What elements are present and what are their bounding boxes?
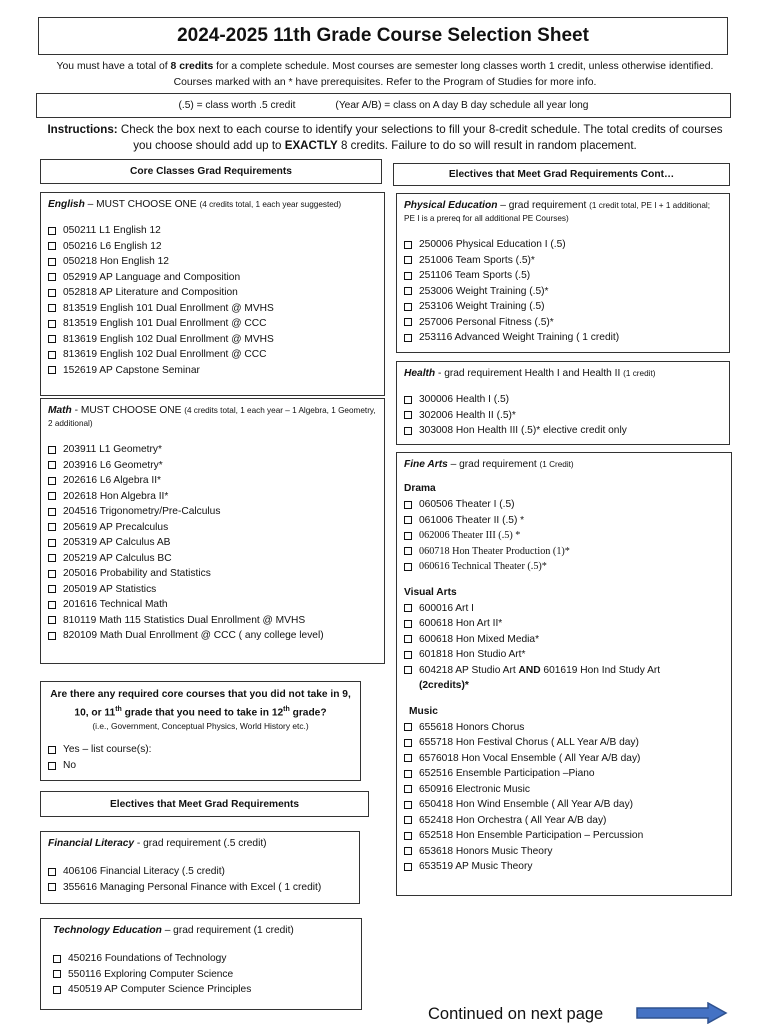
course-item bbox=[48, 473, 377, 489]
course-checkbox[interactable] bbox=[48, 320, 56, 328]
course-label: 300006 Health I (.5) bbox=[419, 394, 510, 405]
financial-course-list bbox=[48, 864, 352, 895]
course-checkbox[interactable] bbox=[404, 604, 412, 612]
course-checkbox[interactable] bbox=[48, 616, 56, 624]
course-checkbox[interactable] bbox=[404, 666, 412, 674]
financial-literacy-section: Financial Literacy - grad requirement (.5 credit) 406106 Financial Literacy (.5 credit) 355616 Managing Personal Finance with Excel ( 1 credit) bbox=[40, 831, 360, 904]
course-checkbox[interactable] bbox=[48, 746, 56, 754]
course-item bbox=[48, 628, 377, 644]
course-item bbox=[404, 735, 724, 751]
course-label: 052818 AP Literature and Composition bbox=[63, 287, 238, 298]
legend-half-credit: (.5) = class worth .5 credit bbox=[178, 100, 296, 111]
course-item bbox=[53, 951, 354, 967]
course-checkbox[interactable] bbox=[48, 601, 56, 609]
required-core-options bbox=[48, 742, 353, 773]
visual-arts-label: Visual Arts bbox=[404, 586, 457, 598]
course-label: 257006 Personal Fitness (.5)* bbox=[419, 316, 554, 328]
course-checkbox[interactable] bbox=[404, 256, 412, 264]
legend-year-ab: (Year A/B) = class on A day B day schedule all year long bbox=[335, 100, 589, 111]
course-label: 355616 Managing Personal Finance with Excel ( 1 credit) bbox=[63, 881, 322, 893]
course-label: 650418 Hon Wind Ensemble ( All Year A/B day) bbox=[419, 799, 634, 810]
course-item bbox=[48, 270, 377, 286]
course-item bbox=[404, 859, 724, 875]
course-checkbox[interactable] bbox=[48, 477, 56, 485]
drama-label: Drama bbox=[404, 483, 436, 494]
course-checkbox[interactable] bbox=[404, 785, 412, 793]
course-checkbox[interactable] bbox=[48, 508, 56, 516]
course-checkbox[interactable] bbox=[404, 241, 412, 249]
course-item bbox=[48, 880, 352, 896]
course-item bbox=[48, 332, 377, 348]
course-label: 253106 Weight Training (.5) bbox=[419, 301, 545, 312]
course-checkbox[interactable] bbox=[404, 739, 412, 747]
course-label: 601818 Hon Studio Art* bbox=[419, 649, 526, 660]
course-checkbox[interactable] bbox=[53, 955, 61, 963]
required-core-note: (i.e., Government, Conceptual Physics, World History etc.) bbox=[92, 721, 309, 732]
course-checkbox[interactable] bbox=[404, 547, 412, 555]
course-item bbox=[404, 813, 724, 829]
course-checkbox[interactable] bbox=[48, 227, 56, 235]
course-label: 653519 AP Music Theory bbox=[419, 861, 533, 872]
course-label: No bbox=[63, 759, 77, 771]
course-label: 060506 Theater I (.5) bbox=[419, 499, 515, 510]
course-label: 202618 Hon Algebra II* bbox=[63, 490, 169, 502]
course-label: 600618 Hon Mixed Media* bbox=[419, 633, 540, 645]
course-checkbox[interactable] bbox=[404, 516, 412, 524]
course-item bbox=[48, 582, 377, 598]
course-checkbox[interactable] bbox=[53, 970, 61, 978]
course-item-continued: (2credits)* bbox=[419, 680, 469, 691]
course-label: 205619 AP Precalculus bbox=[63, 521, 169, 533]
course-item bbox=[404, 423, 722, 439]
course-item bbox=[48, 504, 377, 520]
course-label: 600618 Hon Art II* bbox=[419, 618, 503, 629]
course-checkbox[interactable] bbox=[404, 620, 412, 628]
course-checkbox[interactable] bbox=[48, 868, 56, 876]
course-checkbox[interactable] bbox=[404, 501, 412, 509]
course-checkbox[interactable] bbox=[48, 539, 56, 547]
course-item bbox=[48, 347, 377, 363]
required-core-question: Are there any required core courses that you did not take in 9, 10, or 11th grade that you need to take in 12th grade? bbox=[50, 689, 351, 719]
course-label: 205219 AP Calculus BC bbox=[63, 552, 172, 564]
course-item bbox=[404, 544, 724, 560]
required-core-section bbox=[40, 681, 361, 781]
continued-note: Continued on next page bbox=[428, 1005, 604, 1023]
course-item bbox=[404, 392, 722, 408]
course-item bbox=[404, 284, 722, 300]
course-checkbox[interactable] bbox=[48, 585, 56, 593]
course-item bbox=[48, 566, 377, 582]
course-item bbox=[53, 982, 354, 998]
course-label: 253116 Advanced Weight Training ( 1 credit) bbox=[419, 332, 620, 343]
course-item bbox=[53, 967, 354, 983]
technology-section: Technology Education – grad requirement (1 credit) 450216 Foundations of Technology 550116 Exploring Computer Science 450519 AP Computer Science Principles bbox=[40, 918, 362, 1010]
course-checkbox[interactable] bbox=[404, 563, 412, 571]
course-label: 205319 AP Calculus AB bbox=[63, 537, 171, 548]
course-label: 655618 Honors Chorus bbox=[419, 721, 525, 733]
course-label: 250006 Physical Education I (.5) bbox=[419, 239, 566, 250]
course-item bbox=[404, 268, 722, 284]
course-item bbox=[404, 237, 722, 253]
course-item bbox=[404, 797, 724, 813]
course-item bbox=[404, 299, 722, 315]
course-item bbox=[48, 316, 377, 332]
course-checkbox[interactable] bbox=[404, 532, 412, 540]
course-label: 052919 AP Language and Composition bbox=[63, 271, 241, 283]
course-item bbox=[404, 528, 724, 544]
course-label: 655718 Hon Festival Chorus ( ALL Year A/B day) bbox=[419, 737, 639, 748]
music-label: Music bbox=[409, 705, 438, 717]
course-item bbox=[404, 513, 724, 529]
intro-text: You must have a total of 8 credits for a complete schedule. Most courses are semester long classes worth 1 credit, unless otherwise identified. Courses marked with an * have prerequisites. Refer to the Program of Studies for more info. bbox=[56, 61, 714, 88]
course-label: 060718 Hon Theater Production (1)* bbox=[419, 545, 570, 557]
english-section: English – MUST CHOOSE ONE (4 credits total, 1 each year suggested) 050211 L1 English 12 050216 L6 English 12 050218 Hon English 12 052919 AP Language and Composition 052818 AP Literature and Composition 813519 English 101 Dual Enrollment @ MVHS 813519 English 101 Dual Enrollment @ CCC 813619 English 102 Dual Enrollment @ MVHS 813619 English 102 Dual Enrollment @ CCC 152619 AP Capstone Seminar bbox=[40, 192, 385, 396]
course-checkbox[interactable] bbox=[404, 754, 412, 762]
course-checkbox[interactable] bbox=[404, 723, 412, 731]
course-item bbox=[404, 497, 724, 513]
course-checkbox[interactable] bbox=[404, 272, 412, 280]
course-item bbox=[48, 742, 353, 758]
course-checkbox[interactable] bbox=[404, 770, 412, 778]
course-label: 203916 L6 Geometry* bbox=[63, 459, 163, 471]
course-checkbox[interactable] bbox=[404, 863, 412, 871]
course-checkbox[interactable] bbox=[48, 351, 56, 359]
course-label: 205016 Probability and Statistics bbox=[63, 568, 211, 579]
fine-arts-section: Fine Arts – grad requirement (1 Credit) Drama 060506 Theater I (.5) 061006 Theater II (.5) * 062006 Theater III (.5) * 060718 Hon Theater Production (1)* 060616 Technical Theater (.5)* Visual Arts 600016 Art I 600618 Hon Art II* 600618 Hon Mixed Media* 601818 Hon Studio Art* 604218 AP Studio Art AND 601619 Hon Ind Study Art (2credits)* Music 655618 Honors Chorus 655718 Hon Festival Chorus ( ALL Year A/B day) 6576018 Hon Vocal Ensemble ( All Year A/B day) 652516 Ensemble Participation –Piano 650916 Electronic Music 650418 Hon Wind Ensemble ( All Year A/B day) 652418 Hon Orchestra ( All Year A/B day) 652518 Hon Ensemble Participation – Percussion 653618 Honors Music Theory 653519 AP Music Theory bbox=[396, 452, 732, 896]
course-checkbox[interactable] bbox=[404, 816, 412, 824]
course-checkbox[interactable] bbox=[48, 492, 56, 500]
course-label: 205019 AP Statistics bbox=[63, 583, 157, 595]
course-checkbox[interactable] bbox=[48, 304, 56, 312]
page-title: 2024-2025 11th Grade Course Selection Sheet bbox=[38, 17, 728, 55]
course-checkbox[interactable] bbox=[48, 258, 56, 266]
course-item bbox=[48, 239, 377, 255]
course-label: 050216 L6 English 12 bbox=[63, 240, 162, 252]
course-label: 406106 Financial Literacy (.5 credit) bbox=[63, 866, 225, 877]
course-checkbox[interactable] bbox=[404, 847, 412, 855]
course-label: 253006 Weight Training (.5)* bbox=[419, 285, 549, 297]
course-checkbox[interactable] bbox=[404, 287, 412, 295]
course-checkbox[interactable] bbox=[48, 570, 56, 578]
course-item bbox=[404, 720, 724, 736]
course-label: 060616 Technical Theater (.5)* bbox=[419, 561, 547, 572]
course-label: 303008 Hon Health III (.5)* elective credit only bbox=[419, 425, 627, 436]
health-course-list bbox=[404, 392, 722, 439]
course-label: 650916 Electronic Music bbox=[419, 783, 530, 795]
course-item bbox=[404, 330, 722, 346]
course-item bbox=[48, 363, 377, 379]
course-label: 450519 AP Computer Science Principles bbox=[68, 984, 252, 995]
course-item bbox=[48, 758, 353, 774]
course-item: 604218 AP Studio Art AND 601619 Hon Ind Study Art bbox=[404, 663, 724, 679]
course-checkbox[interactable] bbox=[53, 986, 61, 994]
course-label: 652516 Ensemble Participation –Piano bbox=[419, 768, 595, 779]
course-checkbox[interactable] bbox=[404, 334, 412, 342]
course-item bbox=[48, 535, 377, 551]
health-section: Health - grad requirement Health I and Health II (1 credit) 300006 Health I (.5) 302006 Health II (.5)* 303008 Hon Health III (.5)* elective credit only bbox=[396, 361, 730, 445]
course-checkbox[interactable] bbox=[404, 427, 412, 435]
course-checkbox[interactable] bbox=[48, 883, 56, 891]
course-item bbox=[48, 458, 377, 474]
course-checkbox[interactable] bbox=[48, 366, 56, 374]
course-label: Yes – list course(s): bbox=[63, 744, 152, 756]
course-item bbox=[404, 559, 724, 575]
course-label: 204516 Trigonometry/Pre-Calculus bbox=[63, 506, 221, 517]
electives-header: Electives that Meet Grad Requirements bbox=[40, 791, 369, 817]
course-item bbox=[48, 223, 377, 239]
course-checkbox[interactable] bbox=[48, 273, 56, 281]
course-item bbox=[48, 285, 377, 301]
course-item bbox=[48, 301, 377, 317]
course-item bbox=[48, 489, 377, 505]
music-course-list bbox=[404, 720, 724, 875]
course-label: 652518 Hon Ensemble Participation – Percussion bbox=[419, 830, 644, 841]
course-item bbox=[48, 864, 352, 880]
visual-arts-course-list bbox=[404, 601, 724, 663]
course-item bbox=[404, 647, 724, 663]
pe-course-list bbox=[404, 237, 722, 346]
electives-cont-header: Electives that Meet Grad Requirements Cont… bbox=[393, 163, 730, 186]
pe-section: Physical Education – grad requirement (1 credit total, PE I + 1 additional; PE I is a prereq for all additional PE Courses) 250006 Physical Education I (.5) 251006 Team Sports (.5)* 251106 Team Sports (.5) 253006 Weight Training (.5)* 253106 Weight Training (.5) 257006 Personal Fitness (.5)* 253116 Advanced Weight Training ( 1 credit) bbox=[396, 193, 730, 353]
arrow-right-icon bbox=[636, 1002, 728, 1024]
course-label: 810119 Math 115 Statistics Dual Enrollment @ MVHS bbox=[63, 614, 306, 626]
course-checkbox[interactable] bbox=[48, 554, 56, 562]
course-item bbox=[48, 597, 377, 613]
course-item bbox=[404, 782, 724, 798]
course-label: 050218 Hon English 12 bbox=[63, 256, 169, 267]
course-label: 813619 English 102 Dual Enrollment @ MVHS bbox=[63, 333, 274, 345]
course-checkbox[interactable] bbox=[48, 289, 56, 297]
course-item bbox=[48, 551, 377, 567]
course-checkbox[interactable] bbox=[48, 762, 56, 770]
course-item bbox=[48, 613, 377, 629]
course-item bbox=[404, 751, 724, 767]
course-checkbox[interactable] bbox=[48, 335, 56, 343]
course-checkbox[interactable] bbox=[404, 635, 412, 643]
english-course-list bbox=[48, 223, 377, 378]
course-label: 201616 Technical Math bbox=[63, 599, 168, 610]
course-checkbox[interactable] bbox=[404, 651, 412, 659]
course-label: 813519 English 101 Dual Enrollment @ MVHS bbox=[63, 302, 274, 314]
course-label: 6576018 Hon Vocal Ensemble ( All Year A/B day) bbox=[419, 752, 641, 764]
course-label: 653618 Honors Music Theory bbox=[419, 845, 553, 857]
course-item bbox=[404, 844, 724, 860]
course-label: 550116 Exploring Computer Science bbox=[68, 968, 234, 980]
course-label: 203911 L1 Geometry* bbox=[63, 444, 162, 455]
course-item bbox=[48, 254, 377, 270]
course-label: 251006 Team Sports (.5)* bbox=[419, 254, 535, 266]
course-label: 652418 Hon Orchestra ( All Year A/B day) bbox=[419, 814, 607, 826]
course-item bbox=[404, 601, 724, 617]
course-checkbox[interactable] bbox=[404, 303, 412, 311]
course-checkbox[interactable] bbox=[48, 523, 56, 531]
course-checkbox[interactable] bbox=[404, 318, 412, 326]
math-section: Math - MUST CHOOSE ONE (4 credits total, 1 each year – 1 Algebra, 1 Geometry, 2 additional) 203911 L1 Geometry* 203916 L6 Geometry* 202616 L6 Algebra II* 202618 Hon Algebra II* 204516 Trigonometry/Pre-Calculus 205619 AP Precalculus 205319 AP Calculus AB 205219 AP Calculus BC 205016 Probability and Statistics 205019 AP Statistics 201616 Technical Math 810119 Math 115 Statistics Dual Enrollment @ MVHS 820109 Math Dual Enrollment @ CCC ( any college level) bbox=[40, 398, 385, 664]
course-label: 050211 L1 English 12 bbox=[63, 225, 161, 236]
course-item bbox=[404, 408, 722, 424]
course-item bbox=[48, 442, 377, 458]
credit-legend bbox=[36, 93, 731, 118]
math-course-list bbox=[48, 442, 377, 644]
course-item bbox=[404, 616, 724, 632]
course-item bbox=[404, 253, 722, 269]
drama-course-list bbox=[404, 497, 724, 575]
course-item bbox=[404, 315, 722, 331]
course-checkbox[interactable] bbox=[48, 242, 56, 250]
course-item bbox=[404, 828, 724, 844]
course-label: 600016 Art I bbox=[419, 602, 474, 614]
course-label: 302006 Health II (.5)* bbox=[419, 409, 516, 421]
course-checkbox[interactable] bbox=[404, 832, 412, 840]
course-label: 450216 Foundations of Technology bbox=[68, 953, 227, 964]
technology-course-list bbox=[53, 951, 354, 998]
course-label: 062006 Theater III (.5) * bbox=[419, 530, 521, 541]
course-label: 820109 Math Dual Enrollment @ CCC ( any college level) bbox=[63, 630, 324, 641]
course-label: 251106 Team Sports (.5) bbox=[419, 270, 531, 281]
course-label: 202616 L6 Algebra II* bbox=[63, 475, 161, 486]
course-label: 061006 Theater II (.5) * bbox=[419, 514, 525, 526]
course-item bbox=[404, 632, 724, 648]
course-label: 813619 English 102 Dual Enrollment @ CCC bbox=[63, 349, 267, 360]
course-checkbox[interactable] bbox=[404, 396, 412, 404]
course-checkbox[interactable] bbox=[48, 632, 56, 640]
course-label: 152619 AP Capstone Seminar bbox=[63, 364, 200, 376]
course-checkbox[interactable] bbox=[48, 461, 56, 469]
course-checkbox[interactable] bbox=[404, 411, 412, 419]
core-classes-header: Core Classes Grad Requirements bbox=[40, 159, 382, 184]
course-checkbox[interactable] bbox=[404, 801, 412, 809]
course-item bbox=[404, 766, 724, 782]
instructions: Instructions: Check the box next to each course to identify your selections to fill your 8-credit schedule. The total credits of courses you choose should add up to EXACTLY 8 credits. Failure to do so will result in random placement. bbox=[47, 123, 723, 152]
course-checkbox[interactable] bbox=[48, 446, 56, 454]
course-item bbox=[48, 520, 377, 536]
course-label: 813519 English 101 Dual Enrollment @ CCC bbox=[63, 318, 267, 329]
